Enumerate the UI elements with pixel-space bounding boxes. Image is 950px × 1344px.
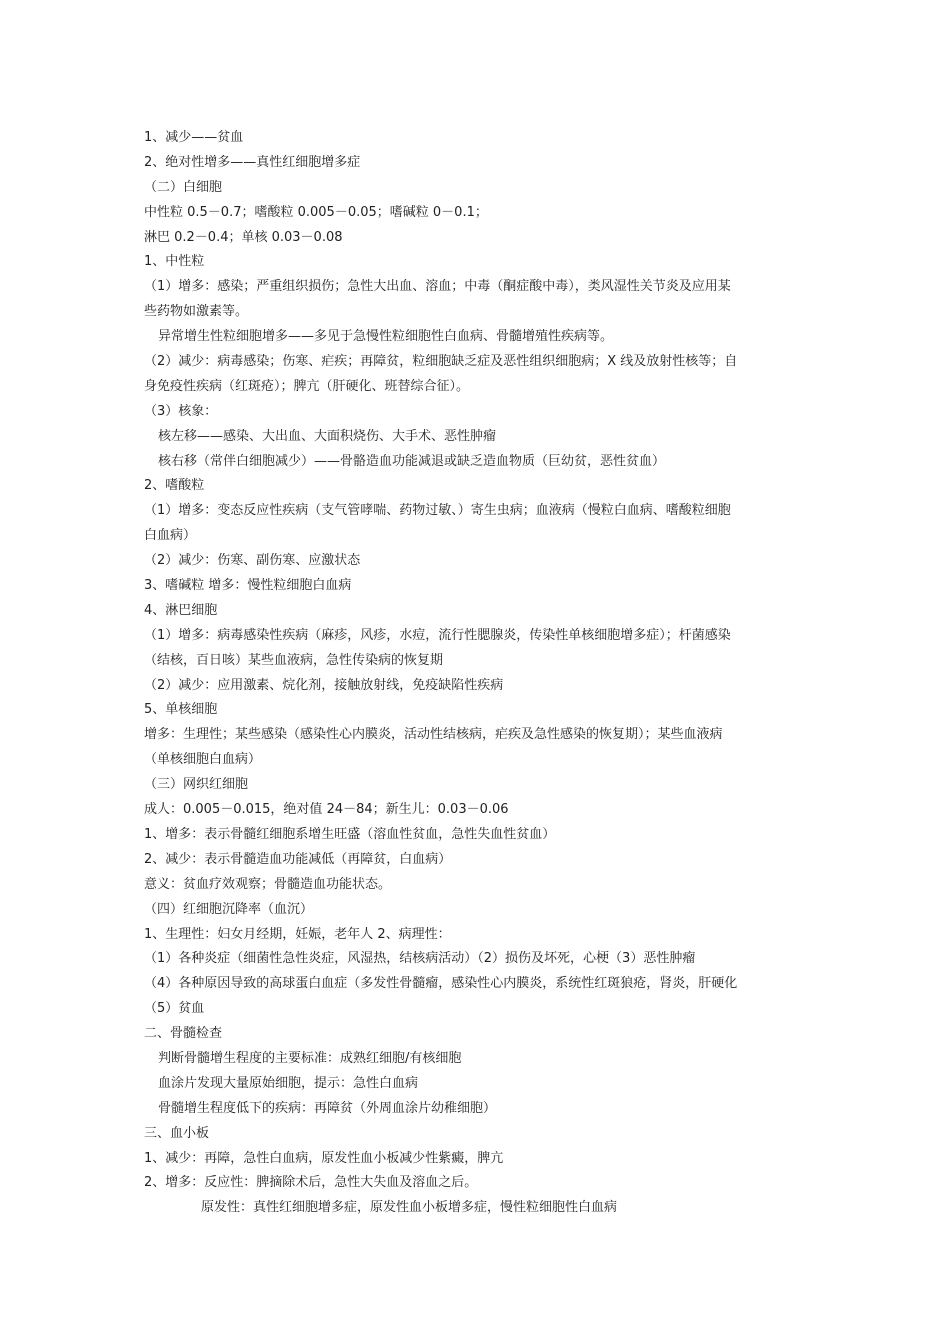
text-line: 2、绝对性增多——真性红细胞增多症 bbox=[144, 154, 361, 170]
text-line: 4、淋巴细胞 bbox=[144, 602, 218, 618]
text-line: （1）各种炎症（细菌性急性炎症，风湿热，结核病活动）（2）损伤及坏死，心梗（3）恶性肿瘤 bbox=[144, 951, 696, 967]
text-line: （1）增多：病毒感染性疾病（麻疹，风疹，水痘，流行性腮腺炎，传染性单核细胞增多症）；杆菌感染 bbox=[144, 627, 731, 643]
text-line: 1、生理性：妇女月经期，妊娠，老年人 2、病理性： bbox=[144, 926, 451, 942]
text-line: （2）减少：应用激素、烷化剂，接触放射线，免疫缺陷性疾病 bbox=[144, 677, 504, 693]
text-line: 三、血小板 bbox=[144, 1125, 210, 1141]
text-line: 2、增多：反应性：脾摘除术后，急性大失血及溶血之后。 bbox=[144, 1175, 478, 1191]
text-line: 增多：生理性；某些感染（感染性心内膜炎，活动性结核病，疟疾及急性感染的恢复期）；某些血液病 bbox=[144, 727, 723, 743]
text-line: 核右移（常伴白细胞减少）——骨骼造血功能减退或缺乏造血物质（巨幼贫，恶性贫血） bbox=[158, 453, 666, 469]
text-line: （1）增多：感染；严重组织损伤；急性大出血、溶血；中毒（酮症酸中毒），类风湿性关节炎及应用某 bbox=[144, 279, 731, 295]
text-line: 原发性：真性红细胞增多症，原发性血小板增多症，慢性粒细胞性白血病 bbox=[201, 1200, 618, 1216]
text-line: （四）红细胞沉降率（血沉） bbox=[144, 901, 314, 917]
text-line: 3、嗜碱粒 增多：慢性粒细胞白血病 bbox=[144, 578, 352, 594]
text-line: 1、减少：再障，急性白血病，原发性血小板减少性紫癜，脾亢 bbox=[144, 1150, 504, 1166]
text-line: 成人：0.005－0.015，绝对值 24－84；新生儿：0.03－0.06 bbox=[144, 802, 509, 818]
text-line: 2、嗜酸粒 bbox=[144, 478, 205, 494]
text-line: （1）增多：变态反应性疾病（支气管哮喘、药物过敏、）寄生虫病；血液病（慢粒白血病、嗜酸粒细胞 bbox=[144, 503, 731, 519]
text-line: （4）各种原因导致的高球蛋白血症（多发性骨髓瘤，感染性心内膜炎，系统性红斑狼疮，肾炎，肝硬化 bbox=[144, 976, 738, 992]
text-line: 5、单核细胞 bbox=[144, 702, 218, 718]
text-line: （单核细胞白血病） bbox=[144, 752, 262, 768]
text-line: 1、中性粒 bbox=[144, 254, 205, 270]
text-line: 血涂片发现大量原始细胞，提示：急性白血病 bbox=[158, 1075, 419, 1091]
document-body bbox=[144, 126, 814, 1221]
text-line: 骨髓增生程度低下的疾病：再障贫（外周血涂片幼稚细胞） bbox=[158, 1100, 497, 1116]
text-line: 判断骨髓增生程度的主要标准：成熟红细胞/有核细胞 bbox=[158, 1050, 462, 1066]
text-line: （3）核象： bbox=[144, 403, 218, 419]
text-line: 白血病） bbox=[144, 528, 197, 544]
text-line: 1、增多：表示骨髓红细胞系增生旺盛（溶血性贫血，急性失血性贫血） bbox=[144, 826, 556, 842]
text-line: 核左移——感染、大出血、大面积烧伤、大手术、恶性肿瘤 bbox=[158, 428, 497, 444]
text-line: 意义：贫血疗效观察；骨髓造血功能状态。 bbox=[144, 876, 392, 892]
text-line: 异常增生性粒细胞增多——多见于急慢性粒细胞性白血病、骨髓增殖性疾病等。 bbox=[158, 329, 614, 345]
text-line: （二）白细胞 bbox=[144, 179, 223, 195]
text-line: （2）减少：伤寒、副伤寒、应激状态 bbox=[144, 553, 361, 569]
text-line: 1、减少——贫血 bbox=[144, 130, 244, 145]
text-line: 些药物如激素等。 bbox=[144, 304, 249, 320]
text-line: 中性粒 0.5－0.7；嗜酸粒 0.005－0.05；嗜碱粒 0－0.1； bbox=[144, 204, 488, 220]
text-line: 二、骨髓检查 bbox=[144, 1026, 223, 1042]
text-line: （三）网织红细胞 bbox=[144, 777, 249, 793]
text-line: 淋巴 0.2－0.4；单核 0.03－0.08 bbox=[144, 229, 343, 245]
text-line: （5）贫血 bbox=[144, 1001, 205, 1017]
text-line: 身免疫性疾病（红斑疮）；脾亢（肝硬化、班替综合征）。 bbox=[144, 378, 470, 394]
text-line: 2、减少：表示骨髓造血功能减低（再障贫，白血病） bbox=[144, 851, 452, 867]
text-line: （结核，百日咳）某些血液病，急性传染病的恢复期 bbox=[144, 652, 444, 668]
text-line: （2）减少：病毒感染；伤寒、疟疾；再障贫，粒细胞缺乏症及恶性组织细胞病；X 线及放射性核等；自 bbox=[144, 354, 738, 370]
